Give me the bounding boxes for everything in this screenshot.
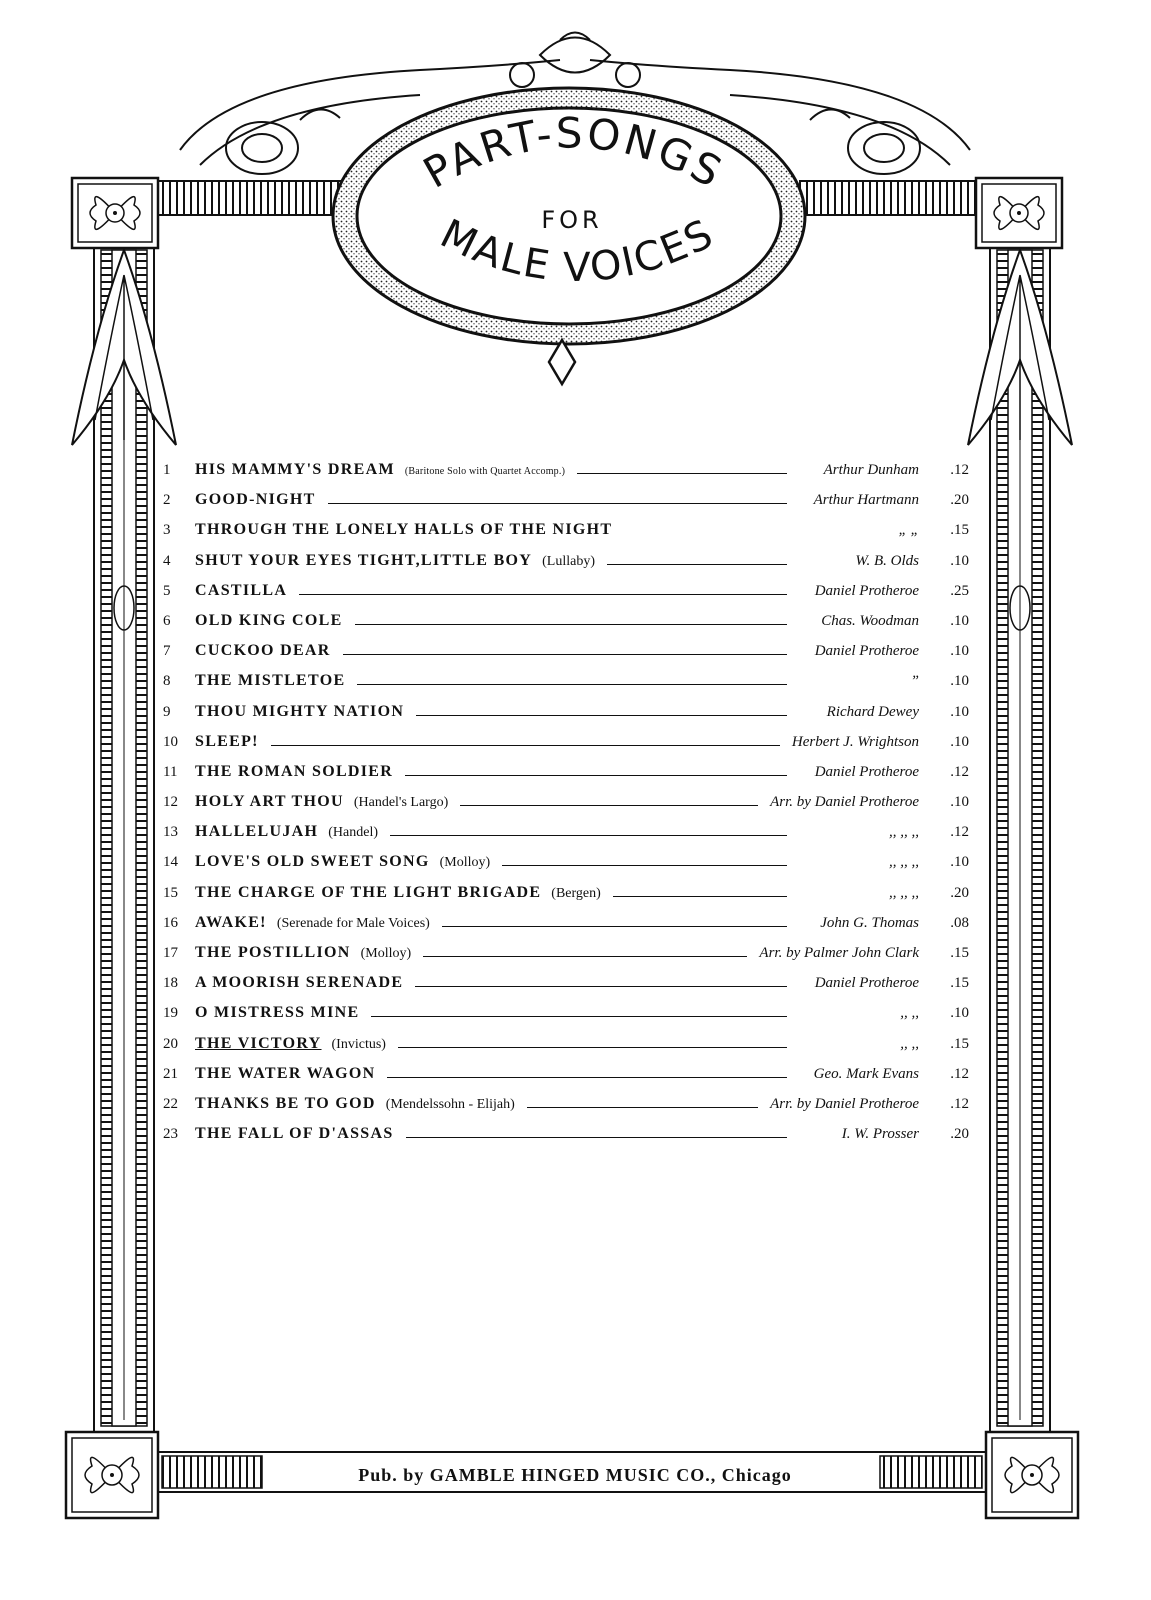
song-title: THE POSTILLION	[195, 944, 351, 961]
song-number: 17	[163, 945, 178, 961]
song-price: .12	[950, 1095, 969, 1112]
song-number: 11	[163, 763, 178, 780]
song-note: (Molloy)	[439, 855, 491, 871]
song-price: .12	[950, 824, 969, 841]
song-number: 2	[163, 492, 171, 509]
song-number: 13	[163, 824, 178, 841]
song-composer: Arthur Dunham	[823, 462, 919, 478]
right-pillar	[968, 244, 1072, 1432]
dotted-leader	[460, 805, 758, 806]
song-price: .20	[950, 492, 969, 509]
dotted-leader	[398, 1047, 787, 1048]
song-title: SLEEP!	[195, 732, 259, 750]
song-number: 1	[163, 462, 171, 478]
song-title: THOU MIGHTY NATION	[195, 702, 405, 720]
song-row	[163, 521, 969, 551]
song-title: THE ROMAN SOLDIER	[195, 762, 394, 780]
song-price: .10	[950, 552, 969, 569]
dotted-leader	[390, 835, 787, 836]
dotted-leader	[415, 986, 787, 987]
left-pillar	[72, 244, 176, 1432]
publisher-line	[300, 1465, 850, 1486]
song-number: 14	[163, 854, 178, 871]
song-composer: Richard Dewey	[826, 703, 919, 720]
song-title: CUCKOO DEAR	[195, 642, 331, 660]
publisher-city: Chicago	[721, 1465, 792, 1485]
flower-ornament-bottom-right	[986, 1432, 1078, 1518]
song-row	[163, 1004, 969, 1034]
dotted-leader	[416, 715, 787, 716]
song-number: 18	[163, 975, 178, 992]
song-composer: Daniel Protheroe	[814, 643, 919, 660]
song-composer: ,, ,, ,,	[889, 854, 919, 871]
song-price: .10	[950, 703, 969, 720]
flower-ornament-bottom-left	[66, 1432, 158, 1518]
dotted-leader	[271, 745, 780, 746]
song-price: .15	[950, 945, 969, 961]
song-price: .10	[950, 673, 969, 690]
song-row	[163, 763, 969, 793]
song-row	[163, 1065, 969, 1095]
song-row	[163, 1035, 969, 1065]
song-number: 22	[163, 1095, 178, 1112]
song-composer: ”	[910, 673, 919, 690]
dotted-leader	[405, 775, 787, 776]
dotted-leader	[527, 1107, 758, 1108]
song-number: 9	[163, 703, 171, 720]
song-number: 19	[163, 1005, 178, 1022]
song-note: (Invictus)	[331, 1036, 386, 1052]
song-price: .15	[950, 1035, 969, 1052]
song-price: .20	[950, 884, 969, 901]
song-row	[163, 1095, 969, 1125]
song-title: THANKS BE TO GOD	[195, 1094, 376, 1112]
song-row	[163, 823, 969, 853]
song-title: THE CHARGE OF THE LIGHT BRIGADE	[195, 883, 542, 901]
song-composer: I. W. Prosser	[841, 1126, 919, 1143]
song-note: (Lullaby)	[542, 553, 596, 569]
song-composer: Arr. by Daniel Protheroe	[770, 1095, 919, 1112]
song-price: .15	[950, 522, 969, 539]
song-row	[163, 733, 969, 763]
song-title: HOLY ART THOU	[195, 793, 344, 811]
publisher-name: GAMBLE HINGED MUSIC CO.,	[429, 1465, 717, 1485]
song-row	[163, 552, 969, 582]
song-number: 4	[163, 552, 171, 569]
song-title: SHUT YOUR EYES TIGHT,LITTLE BOY	[195, 551, 533, 569]
dotted-leader	[343, 654, 787, 655]
dotted-leader	[387, 1077, 787, 1078]
song-price: .20	[950, 1126, 969, 1143]
song-note: (Baritone Solo with Quartet Accomp.)	[404, 466, 566, 477]
dotted-leader	[355, 624, 787, 625]
song-price: .10	[950, 1005, 969, 1022]
song-note: (Mendelssohn - Elijah)	[385, 1096, 515, 1112]
song-price: .25	[950, 582, 969, 599]
song-title: HIS MAMMY'S DREAM	[195, 461, 395, 478]
song-number: 12	[163, 794, 178, 811]
dotted-leader	[613, 896, 787, 897]
song-price: .10	[950, 643, 969, 660]
song-composer: Arthur Hartmann	[813, 492, 919, 509]
song-number: 5	[163, 582, 171, 599]
song-number: 10	[163, 733, 178, 750]
song-catalog	[163, 461, 969, 1155]
song-row	[163, 944, 969, 974]
song-note: (Handel)	[328, 825, 379, 841]
song-row	[163, 974, 969, 1004]
song-composer: „ „	[898, 522, 919, 539]
song-composer: ,, ,, ,,	[889, 884, 919, 901]
dotted-leader	[299, 594, 787, 595]
song-number: 23	[163, 1126, 178, 1143]
dotted-leader	[502, 865, 787, 866]
song-title: HALLELUJAH	[195, 823, 319, 841]
song-title: LOVE'S OLD SWEET SONG	[195, 853, 430, 871]
song-title: THE VICTORY	[195, 1034, 322, 1052]
song-title: O MISTRESS MINE	[195, 1004, 360, 1022]
dotted-leader	[607, 564, 787, 565]
song-row	[163, 461, 969, 491]
song-composer: Arr. by Daniel Protheroe	[770, 794, 919, 811]
song-number: 8	[163, 673, 171, 690]
song-number: 21	[163, 1065, 178, 1082]
flower-ornament-top-left	[72, 178, 158, 248]
heading-line-2: FOR	[541, 206, 603, 234]
song-composer: John G. Thomas	[820, 914, 919, 931]
song-title: GOOD-NIGHT	[195, 491, 316, 509]
dotted-leader	[577, 473, 787, 474]
song-number: 20	[163, 1035, 178, 1052]
song-row	[163, 672, 969, 702]
song-composer: Herbert J. Wrightson	[791, 733, 919, 750]
song-composer: Arr. by Palmer John Clark	[759, 945, 919, 961]
dotted-leader	[442, 926, 787, 927]
song-title: CASTILLA	[195, 581, 288, 599]
song-price: .10	[950, 854, 969, 871]
song-row	[163, 642, 969, 672]
song-composer: Daniel Protheroe	[814, 582, 919, 599]
song-title: OLD KING COLE	[195, 611, 343, 629]
song-price: .12	[950, 1065, 969, 1082]
song-title: A MOORISH SERENADE	[195, 974, 404, 992]
song-row	[163, 1125, 969, 1155]
song-row	[163, 703, 969, 733]
song-note: (Molloy)	[360, 946, 412, 961]
song-composer: W. B. Olds	[855, 552, 919, 569]
song-title: THE FALL OF D'ASSAS	[195, 1125, 394, 1143]
song-price: .10	[950, 612, 969, 629]
song-row	[163, 914, 969, 944]
song-price: .10	[950, 794, 969, 811]
song-composer: ,, ,,	[900, 1035, 919, 1052]
song-row	[163, 612, 969, 642]
heading-line-3: MALE VOICES	[433, 210, 722, 292]
dotted-leader	[357, 684, 787, 685]
song-number: 6	[163, 612, 171, 629]
publisher-prefix: Pub. by	[358, 1465, 425, 1485]
song-number: 3	[163, 522, 171, 539]
song-row	[163, 582, 969, 612]
song-composer: Chas. Woodman	[821, 612, 919, 629]
song-composer: Daniel Protheroe	[814, 763, 919, 780]
song-composer: Geo. Mark Evans	[813, 1065, 919, 1082]
song-title: THE MISTLETOE	[195, 672, 346, 690]
song-title: THE WATER WAGON	[195, 1064, 376, 1082]
song-title: AWAKE!	[195, 913, 267, 931]
song-price: .12	[950, 763, 969, 780]
song-price: .08	[950, 914, 969, 931]
song-row	[163, 491, 969, 521]
song-row	[163, 793, 969, 823]
song-row	[163, 853, 969, 883]
song-composer: ,, ,, ,,	[889, 824, 919, 841]
song-title: THROUGH THE LONELY HALLS OF THE NIGHT	[195, 521, 613, 539]
song-number: 7	[163, 643, 171, 660]
dotted-leader	[371, 1016, 787, 1017]
song-price: .10	[950, 733, 969, 750]
song-note: (Serenade for Male Voices)	[276, 915, 430, 931]
heading-line-1: PART-SONGS	[415, 108, 732, 199]
song-number: 15	[163, 884, 178, 901]
song-price: .15	[950, 975, 969, 992]
dotted-leader	[406, 1137, 787, 1138]
flower-ornament-top-right	[976, 178, 1062, 248]
song-price: .12	[950, 462, 969, 478]
song-composer: ,, ,,	[900, 1005, 919, 1022]
song-note: (Bergen)	[551, 885, 601, 901]
dotted-leader	[423, 956, 747, 957]
song-note: (Handel's Largo)	[353, 795, 449, 811]
song-number: 16	[163, 914, 178, 931]
song-composer: Daniel Protheroe	[814, 975, 919, 992]
dotted-leader	[328, 503, 787, 504]
song-row	[163, 884, 969, 914]
